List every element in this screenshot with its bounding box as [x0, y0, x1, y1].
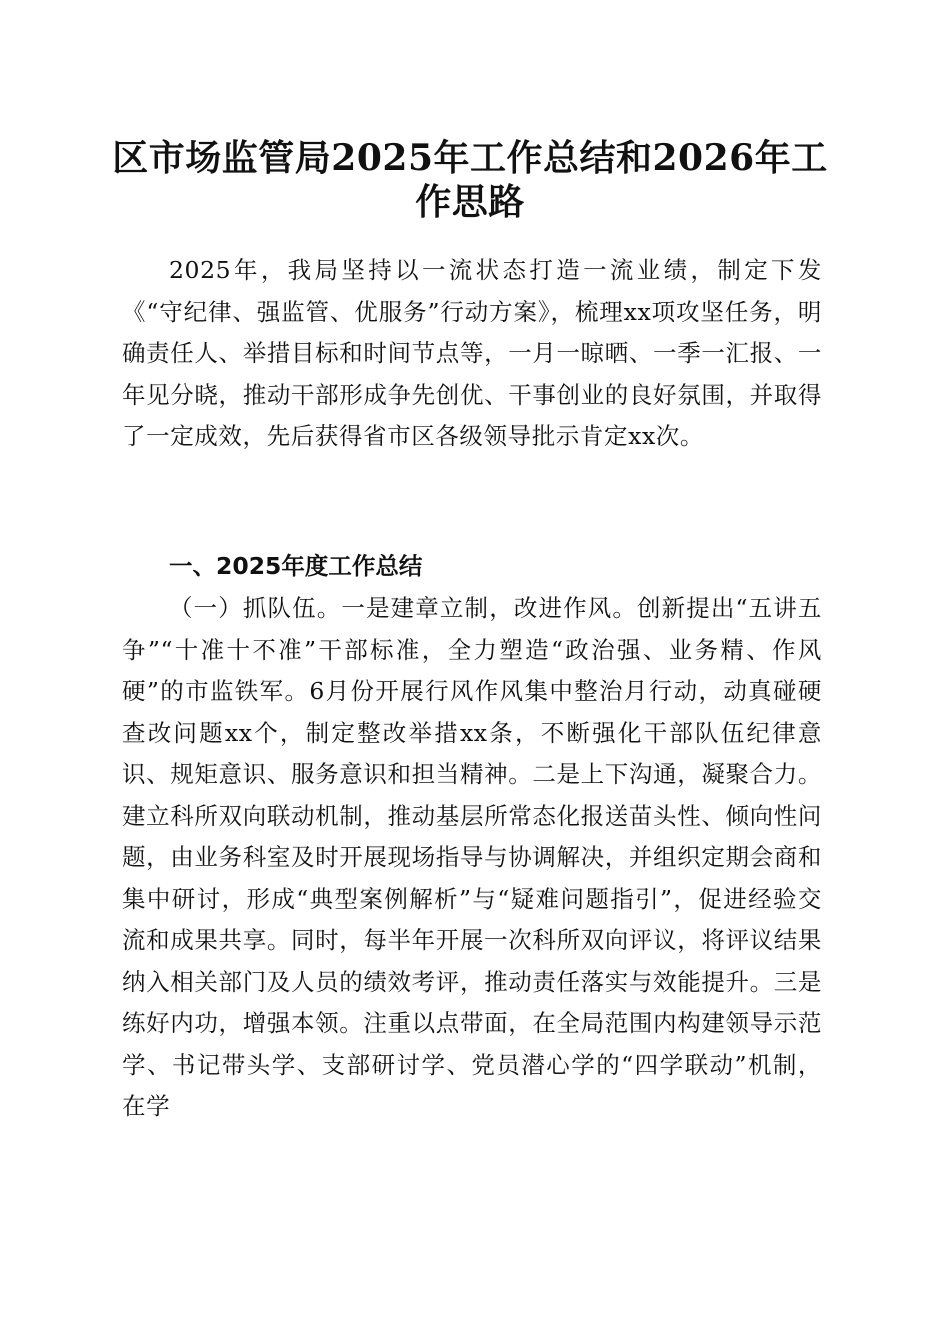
document-title: 区市场监管局2025年工作总结和2026年工作思路	[112, 137, 828, 223]
intro-paragraph: 2025年，我局坚持以一流状态打造一流业绩，制定下发《“守纪律、强监管、优服务”行动方案》，梳理xx项攻坚任务，明确责任人、举措目标和时间节点等，一月一晾晒、一季一汇报、一年见分晓，推动干部形成争先创优、干事创业的良好氛围，并取得了一定成效，先后获得省市区各级领导批示肯定xx次。	[122, 256, 822, 450]
section-paragraph: （一）抓队伍。一是建章立制，改进作风。创新提出“五讲五争”“十准十不准”干部标准，全力塑造“政治强、业务精、作风硬”的市监铁军。6月份开展行风作风集中整治月行动，动真碰硬查改问题xx个，制定整改举措xx条，不断强化干部队伍纪律意识、规矩意识、服务意识和担当精神。二是上下沟通，凝聚合力。建立科所双向联动机制，推动基层所常态化报送苗头性、倾向性问题，由业务科室及时开展现场指导与协调解决，并组织定期会商和集中研讨，形成“典型案例解析”与“疑难问题指引”，促进经验交流和成果共享。同时，每半年开展一次科所双向评议，将评议结果纳入相关部门及人员的绩效考评，推动责任落实与效能提升。三是练好内功，增强本领。注重以点带面，在全局范围内构建领导示范学、书记带头学、支部研讨学、党员潜心学的“四学联动”机制，在学	[122, 594, 822, 1120]
section-heading: 一、2025年度工作总结	[169, 552, 423, 580]
